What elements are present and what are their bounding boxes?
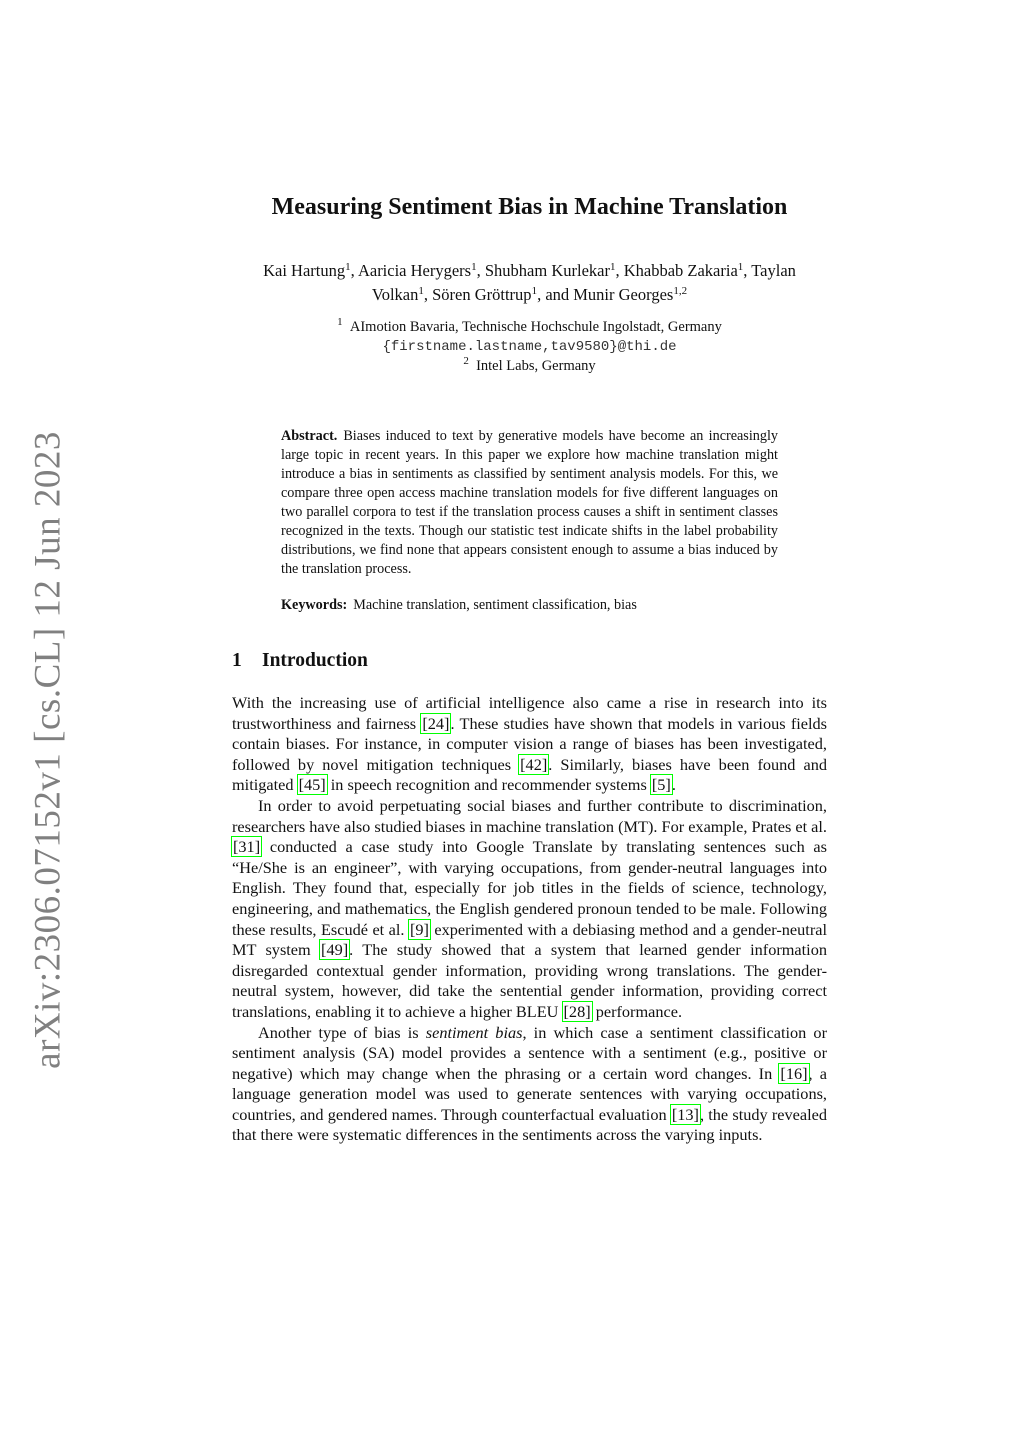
author-affil-marker: 1 — [471, 261, 477, 273]
paragraph-text: . The study showed that a system that learned gender information disregarded contextual gender information, providing wrong translations. The gender-neutral system, however, did take the sentential gender information, providing correct translations, enabling it to achieve a higher BLEU — [232, 940, 827, 1021]
body-text — [232, 693, 827, 1146]
paragraph-text: conducted a case study into Google Translate by translating sentences such as “He/She is an engineer”, with varying occupations, from gender-neutral languages into English. They found that, especially for job titles in the fields of science, technology, engineering, and mathematics, the English gendered pronoun tended to be male. Following these results, Escudé et al. — [232, 837, 827, 939]
author-name: Sören Gröttrup — [432, 285, 532, 304]
citation-link[interactable]: [16] — [780, 1063, 808, 1083]
citation-link[interactable]: [28] — [563, 1001, 591, 1021]
body-paragraph — [232, 693, 827, 796]
author-name: and Munir Georges — [545, 285, 674, 304]
arxiv-identifier-stamp: arXiv:2306.07152v1 [cs.CL] 12 Jun 2023 — [27, 431, 69, 1069]
citation-link[interactable]: [13] — [671, 1104, 699, 1124]
paragraph-text: With the increasing use of artificial intelligence also came a rise in research into its trustworthiness and fairness — [232, 693, 827, 733]
body-paragraph — [232, 796, 827, 1023]
citation-link[interactable]: [5] — [651, 775, 671, 795]
paragraph-text: , the study revealed that there were systematic differences in the sentiments across the varying inputs. — [232, 1104, 827, 1145]
affiliations — [232, 318, 827, 377]
author-name: Kai Hartung — [263, 261, 346, 280]
affiliation-marker: 2 — [463, 355, 469, 367]
abstract-label: Abstract. — [281, 428, 338, 444]
keywords-label: Keywords: — [281, 597, 348, 613]
affiliation-text: Intel Labs, Germany — [476, 358, 596, 374]
author-line-1: Kai Hartung$^1$, Aaricia Herygers$^1$, Shubham Kurlekar$^1$, Khabbab Zakaria$^1$, Taylan — [263, 261, 796, 280]
body-paragraph — [232, 1023, 827, 1147]
citation-link[interactable]: [45] — [298, 775, 326, 795]
keywords-text: Machine translation, sentiment classification, bias — [353, 597, 637, 613]
keywords — [281, 596, 778, 615]
author-name: Khabbab Zakaria — [623, 261, 738, 280]
author-name: Shubham Kurlekar — [484, 261, 610, 280]
citation-link[interactable]: [9] — [409, 919, 429, 939]
affiliation-2 — [232, 357, 827, 377]
paragraph-text: In order to avoid perpetuating social biases and further contribute to discrimination, researchers have also studied biases in machine translation (MT). For example, Prates et al. — [232, 795, 827, 836]
paragraph-text: , a language generation model was used to generate sentences with varying occupations, countries, and gendered names. Through counterfactual evaluation — [232, 1063, 827, 1124]
citation-link[interactable]: [42] — [520, 754, 548, 774]
emphasis-text: sentiment bias — [425, 1022, 523, 1042]
author-list — [232, 260, 827, 308]
abstract — [281, 427, 778, 579]
citation-link[interactable]: [49] — [321, 940, 349, 960]
author-name: Aaricia Herygers — [357, 261, 472, 280]
citation-link[interactable]: [24] — [422, 713, 450, 733]
paper-title: Measuring Sentiment Bias in Machine Translation — [271, 194, 788, 220]
affiliation-1 — [232, 318, 827, 338]
author-affil-marker: 1 — [609, 261, 616, 273]
author-line-2: Volkan$^1$, Sören Gröttrup$^1$, and Munir Georges$^{1,2}$ — [371, 285, 688, 304]
affiliation-marker: 1 — [337, 316, 343, 328]
paragraph-text: . Similarly, biases have been found and mitigated — [232, 754, 828, 795]
section-title: Introduction — [262, 650, 368, 671]
section-number: 1 — [232, 650, 242, 671]
paragraph-text: in speech recognition and recommender systems — [326, 775, 651, 795]
paragraph-text: Another type of bias is — [258, 1022, 426, 1042]
author-name: Taylan — [751, 261, 796, 280]
paragraph-text: performance. — [591, 1001, 683, 1021]
author-affil-marker: 1 — [418, 285, 424, 297]
paragraph-text: . — [671, 775, 676, 795]
paragraph-text: , in which case a sentiment classification or sentiment analysis (SA) model provides a sentence with a sentiment (e.g., positive or negative) which may change when the phrasing or a certain word changes. In — [232, 1022, 827, 1083]
paragraph-text: . These studies have shown that models in various fields contain biases. For instance, in computer vision a range of biases has been investigated, followed by novel mitigation techniques — [232, 713, 827, 774]
author-affil-marker: 1 — [345, 261, 351, 273]
citation-link[interactable]: [31] — [233, 837, 261, 857]
affiliation-text: AImotion Bavaria, Technische Hochschule Ingolstadt, Germany — [349, 319, 722, 335]
author-affil-marker: 1 — [531, 285, 538, 297]
contact-email[interactable]: {firstname.lastname,tav9580}@thi.de — [382, 339, 677, 355]
author-affil-marker: 1 — [737, 261, 744, 273]
paragraph-text: experimented with a debiasing method and a gender-neutral MT system — [232, 919, 827, 960]
abstract-text: Biases induced to text by generative models have become an increasingly large topic in recent years. In this paper we explore how machine translation might introduce a bias in sentiments as classified by sentiment analysis models. For this, we compare three open access machine translation models for five different languages on two parallel corpora to test if the translation process causes a shift in sentiment classes recognized in the texts. Though our statistic test indicate shifts in the label probability distributions, we find none that appears consistent enough to assume a bias induced by the translation process. — [281, 428, 778, 577]
section-heading — [232, 650, 368, 672]
author-name: Volkan — [371, 285, 419, 304]
author-affil-marker: 1,2 — [673, 285, 688, 297]
